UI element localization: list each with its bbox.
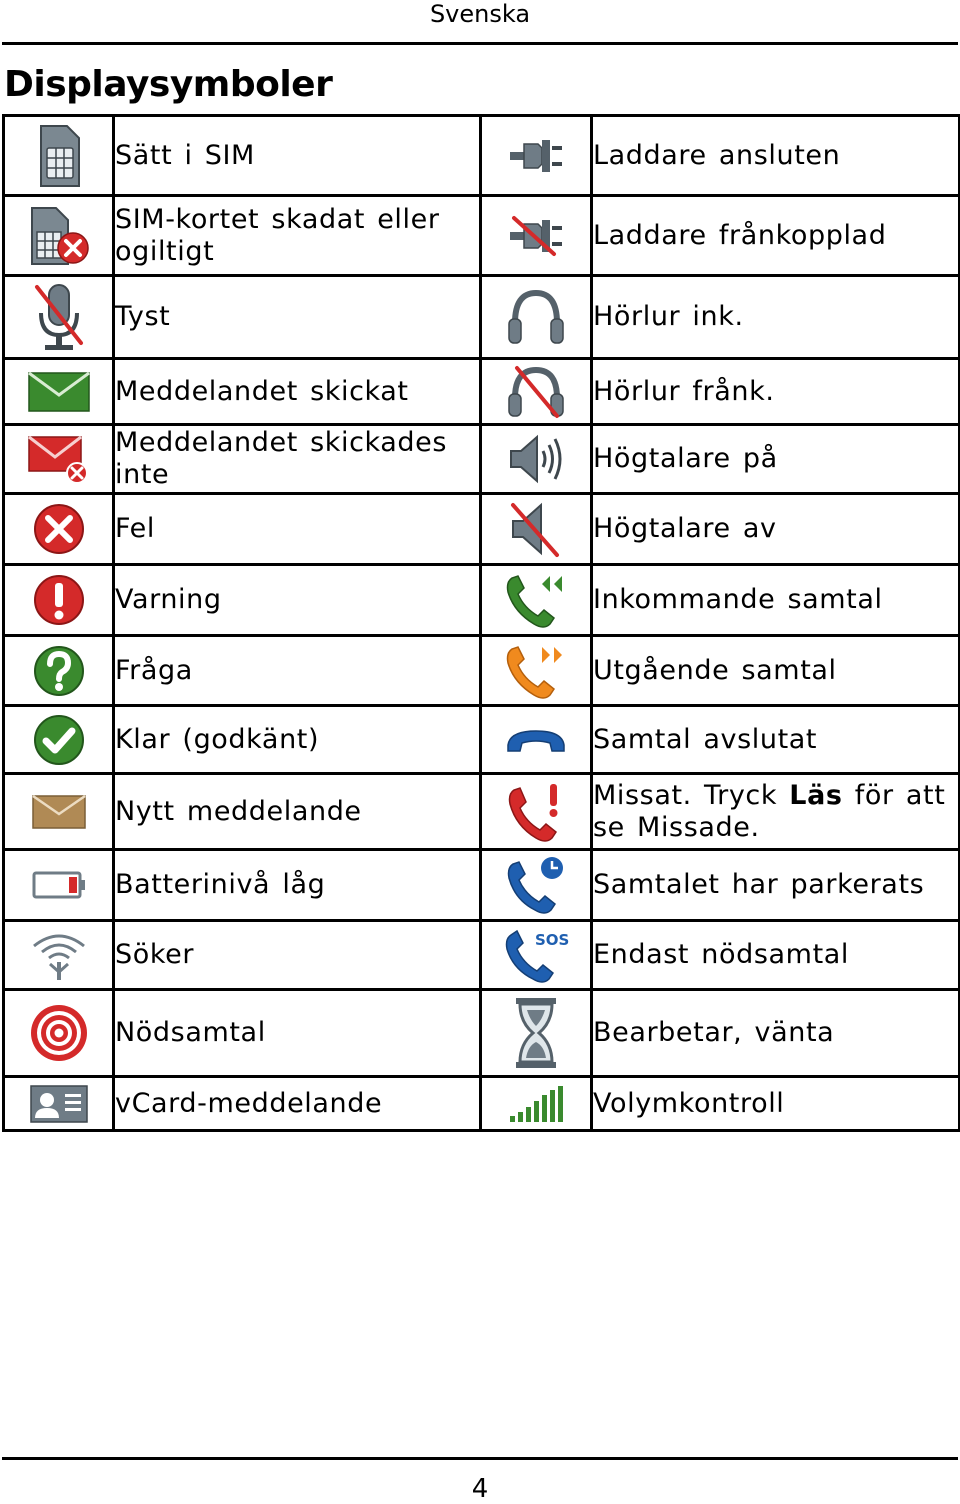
missed-call-label-start: Missat. Tryck [593,779,790,811]
footer-rule [2,1457,958,1460]
symbol-label: Sätt i SIM [114,116,481,196]
symbol-label: Samtalet har parkerats [592,850,960,921]
symbol-cell [4,1077,114,1131]
symbol-label: Fel [114,494,481,565]
symbol-cell [4,196,114,276]
symbol-label: Meddelandet skickat [114,359,481,425]
table-row [4,276,960,359]
call-parked-icon [505,854,567,916]
symbol-cell [4,359,114,425]
outgoing-call-icon [504,641,568,701]
sim-card-icon [37,124,81,188]
headset-icon [507,287,565,347]
symbol-cell [481,990,592,1077]
symbol-cell [4,276,114,359]
searching-signal-icon [28,928,90,982]
symbol-cell [481,425,592,494]
symbol-label: Laddare ansluten [592,116,960,196]
page-number: 4 [471,1474,489,1504]
symbol-cell [4,425,114,494]
table-row [4,850,960,921]
symbol-label: Högtalare på [592,425,960,494]
table-row [4,774,960,850]
emergency-target-icon [28,1002,90,1064]
table-row [4,1077,960,1131]
symbol-label: Söker [114,921,481,990]
symbol-cell [481,774,592,850]
volume-bars-icon [508,1084,564,1124]
missed-call-icon [506,780,566,844]
symbol-label: Högtalare av [592,494,960,565]
symbol-cell [4,494,114,565]
symbol-cell [481,921,592,990]
table-row [4,990,960,1077]
sim-card-error-icon [28,204,90,268]
microphone-muted-icon [31,281,87,353]
symbol-cell [481,850,592,921]
error-x-icon [32,502,86,556]
table-row [4,565,960,636]
symbol-cell [4,850,114,921]
envelope-green-icon [27,371,91,413]
table-row [4,116,960,196]
question-icon [32,644,86,698]
symbol-label: Fråga [114,636,481,706]
symbol-cell [4,565,114,636]
table-row [4,425,960,494]
symbol-label: Volymkontroll [592,1077,960,1131]
symbol-label: Hörlur frånk. [592,359,960,425]
table-row [4,706,960,774]
envelope-failed-icon [27,433,91,485]
symbol-label: Hörlur ink. [592,276,960,359]
symbol-table [2,114,960,1132]
speaker-on-icon [507,431,565,487]
headset-disconnected-icon [507,364,565,420]
symbol-label [592,774,960,850]
vcard-icon [29,1084,89,1124]
symbol-cell [481,494,592,565]
sos-text: SOS [535,931,569,949]
read-softkey-label: Läs [789,779,843,811]
symbol-label: Tyst [114,276,481,359]
table-row [4,196,960,276]
table-row [4,921,960,990]
symbol-cell [481,359,592,425]
charger-disconnected-icon [508,214,564,258]
charger-connected-icon [508,134,564,178]
symbol-cell [481,706,592,774]
symbol-label: Klar (godkänt) [114,706,481,774]
speaker-off-icon [507,499,565,559]
missed-call-label-end: för att se Missade. [593,779,946,843]
symbol-cell [481,1077,592,1131]
symbol-cell [4,774,114,850]
page-title: Displaysymboler [4,64,333,105]
symbol-label: Meddelandet skickades inte [114,425,481,494]
symbol-label: Utgående samtal [592,636,960,706]
symbol-cell [4,636,114,706]
checkmark-icon [32,713,86,767]
symbol-cell [481,196,592,276]
symbol-cell [481,276,592,359]
symbol-cell [4,706,114,774]
symbol-label: Samtal avslutat [592,706,960,774]
symbol-cell [4,990,114,1077]
symbol-label: Nödsamtal [114,990,481,1077]
symbol-cell [481,565,592,636]
symbol-label: Laddare frånkopplad [592,196,960,276]
symbol-cell [4,116,114,196]
hourglass-icon [512,996,560,1070]
warning-exclamation-icon [32,573,86,627]
symbol-label: vCard-meddelande [114,1077,481,1131]
symbol-cell [481,116,592,196]
symbol-cell [481,636,592,706]
battery-low-icon [31,869,87,901]
symbol-cell [4,921,114,990]
symbol-label: Bearbetar, vänta [592,990,960,1077]
symbol-label: Endast nödsamtal [592,921,960,990]
header-rule [2,42,958,45]
page-header-language: Svenska [429,0,531,28]
incoming-call-icon [504,570,568,630]
table-row [4,494,960,565]
call-ended-icon [504,725,568,755]
symbol-label: SIM-kortet skadat eller ogiltigt [114,196,481,276]
table-row [4,636,960,706]
table-row [4,359,960,425]
new-message-envelope-icon [31,794,87,830]
symbol-label: Nytt meddelande [114,774,481,850]
symbol-label: Inkommande samtal [592,565,960,636]
symbol-label: Batterinivå låg [114,850,481,921]
symbol-label: Varning [114,565,481,636]
sos-call-icon [503,925,569,985]
